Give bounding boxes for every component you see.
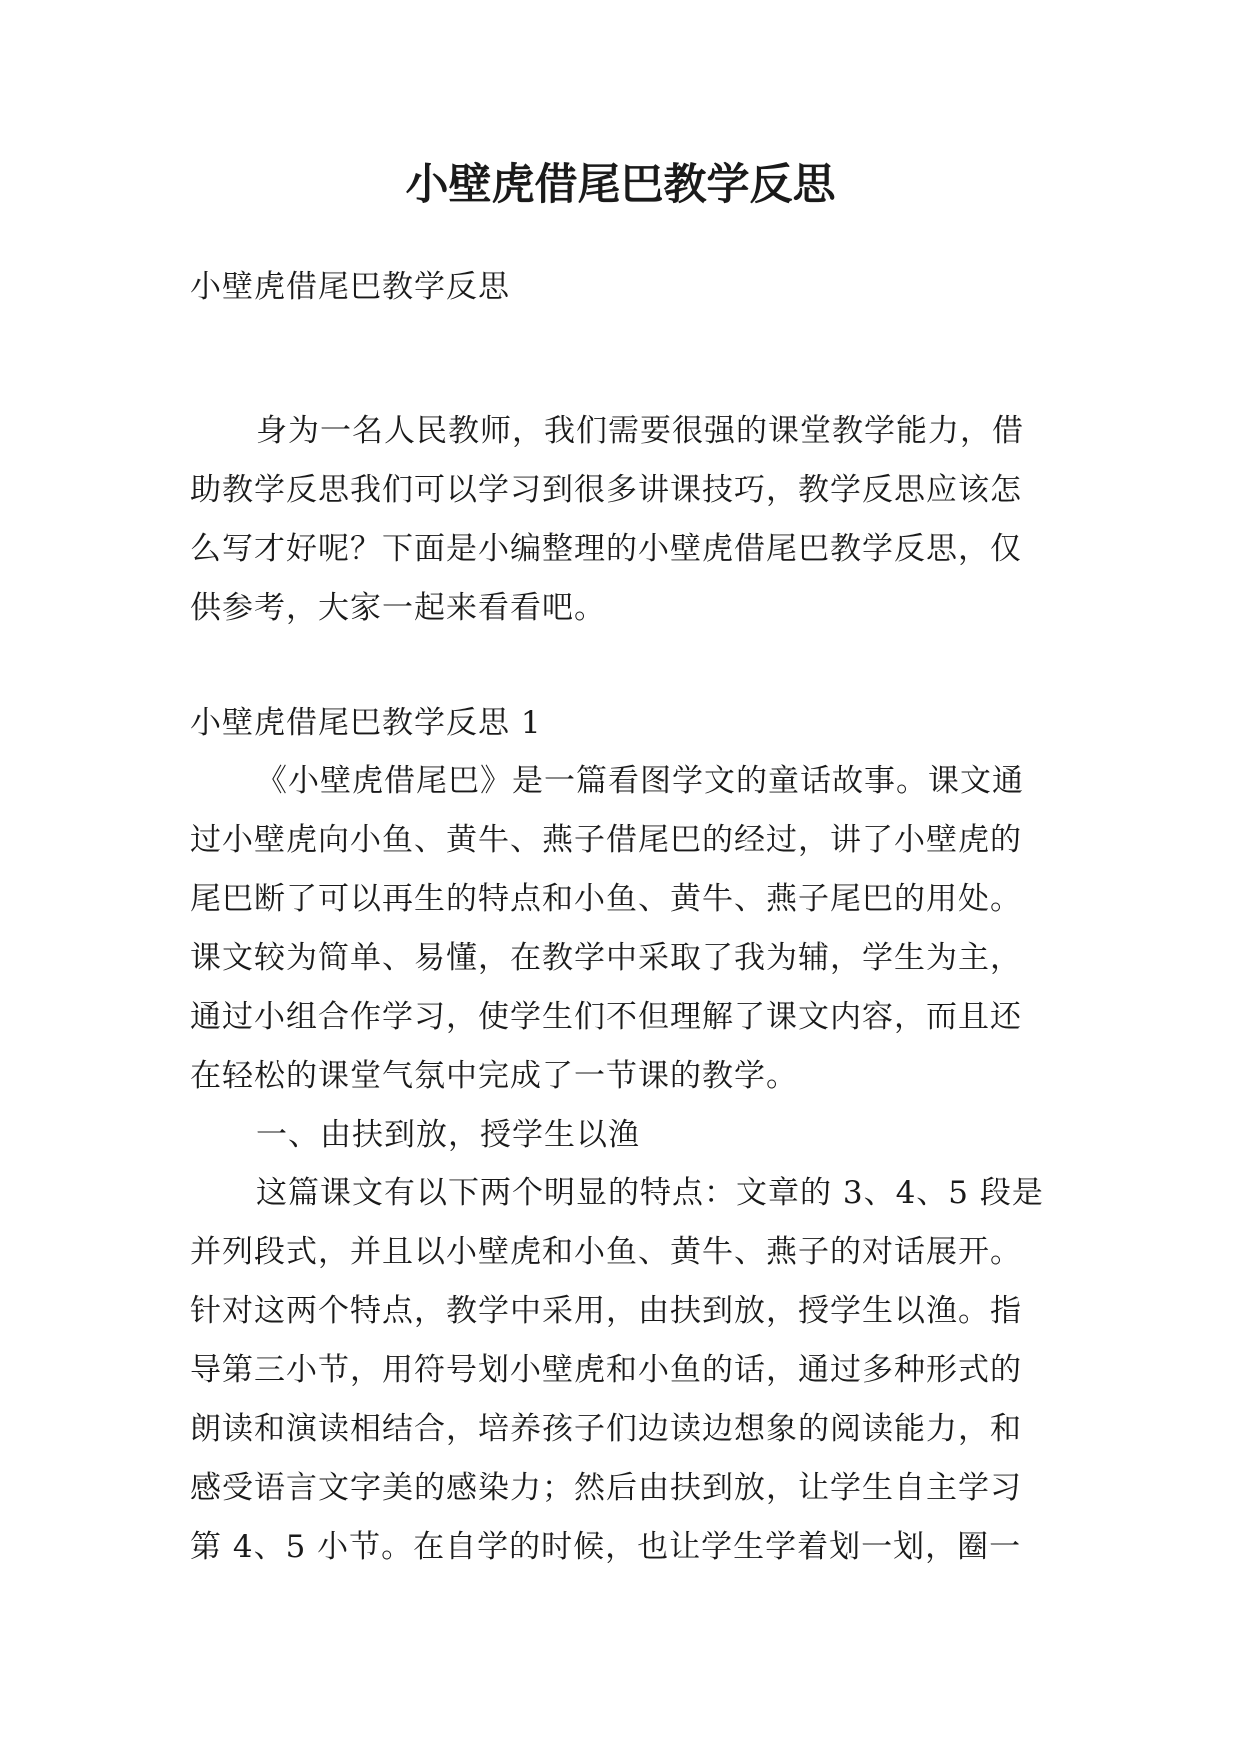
intro-paragraph: 身为一名人民教师，我们需要很强的课堂教学能力，借助教学反思我们可以学习到很多讲课技巧，教学反思应该怎么写才好呢？下面是小编整理的小壁虎借尾巴教学反思，仅供参考，大家一起来看看吧。 [190, 413, 1024, 626]
section-heading: 一、由扶到放，授学生以渔 [256, 1117, 640, 1153]
document-title: 小壁虎借尾巴教学反思 [405, 160, 836, 210]
body-paragraph: 这篇课文有以下两个明显的特点：文章的 3、4、5 段是并列段式，并且以小壁虎和小鱼、黄牛、燕子的对话展开。针对这两个特点，教学中采用，由扶到放，授学生以渔。指导第三小节，用符号划小壁虎和小鱼的话，通过多种形式的朗读和演读相结合，培养孩子们边读边想象的阅读能力，和感受语言文字美的感染力；然后由扶到放，让学生自主学习第 4、5 小节。在自学的时候，也让学生学着划一划，圈一 [190, 1175, 1044, 1565]
section-title: 小壁虎借尾巴教学反思 1 [190, 705, 542, 741]
body-paragraph: 《小壁虎借尾巴》是一篇看图学文的童话故事。课文通过小壁虎向小鱼、黄牛、燕子借尾巴的经过，讲了小壁虎的尾巴断了可以再生的特点和小鱼、黄牛、燕子尾巴的用处。课文较为简单、易懂，在教学中采取了我为辅，学生为主，通过小组合作学习，使学生们不但理解了课文内容，而且还在轻松的课堂气氛中完成了一节课的教学。 [190, 763, 1024, 1094]
document-subtitle: 小壁虎借尾巴教学反思 [190, 269, 510, 305]
